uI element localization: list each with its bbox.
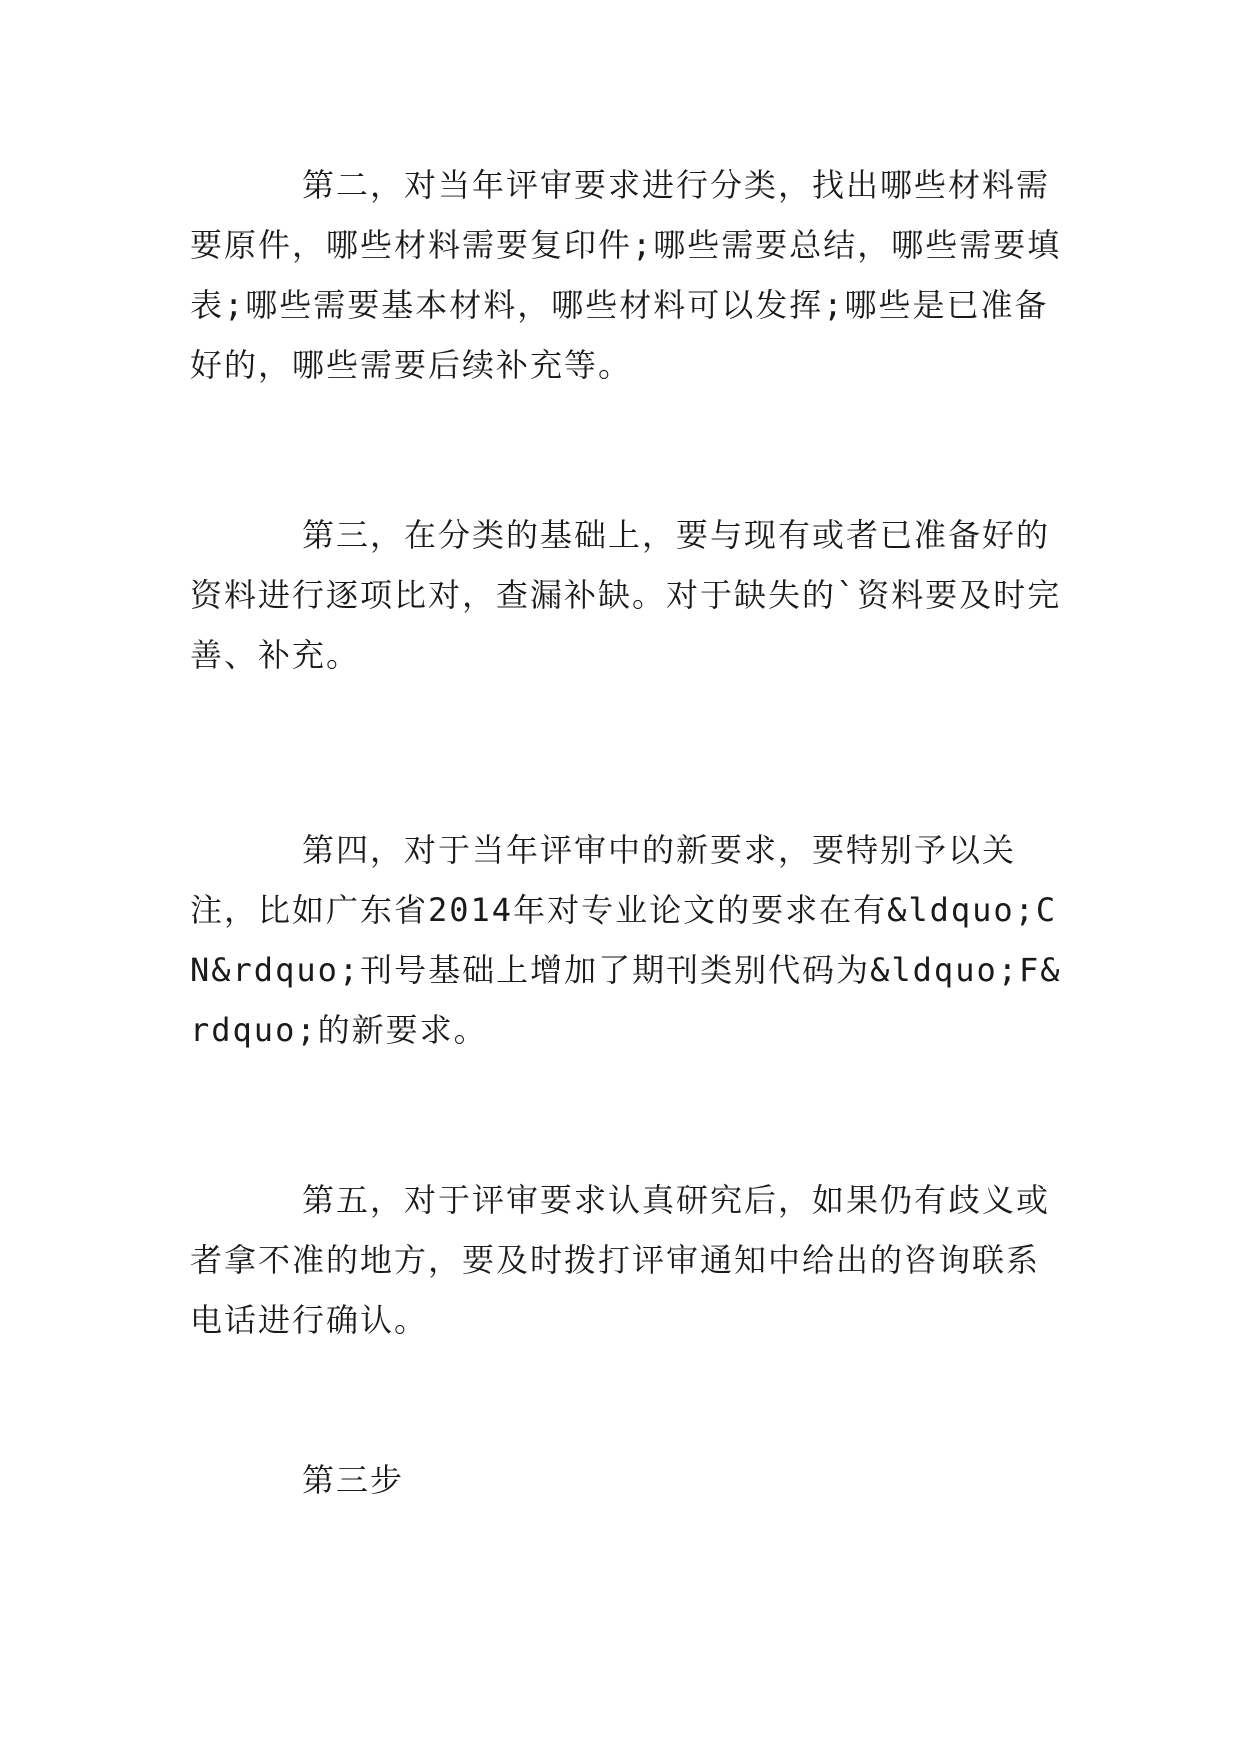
paragraph-step-4-new-requirements: 第四，对于当年评审中的新要求，要特别予以关注，比如广东省2014年对专业论文的要求在有&ldquo;CN&rdquo;刊号基础上增加了期刊类别代码为&ldquo;F&rdquo;的新要求。 bbox=[190, 831, 1062, 1049]
paragraph-step-2-classify: 第二，对当年评审要求进行分类，找出哪些材料需要原件，哪些材料需要复印件;哪些需要总结，哪些需要填表;哪些需要基本材料，哪些材料可以发挥;哪些是已准备好的，哪些需要后续补充等。 bbox=[190, 166, 1062, 384]
section-heading-step-three: 第三步 bbox=[302, 1461, 405, 1499]
paragraph-step-3-compare: 第三，在分类的基础上，要与现有或者已准备好的资料进行逐项比对，查漏补缺。对于缺失的`资料要及时完善、补充。 bbox=[190, 516, 1062, 674]
paragraph-step-5-confirm: 第五，对于评审要求认真研究后，如果仍有歧义或者拿不准的地方，要及时拨打评审通知中给出的咨询联系电话进行确认。 bbox=[190, 1181, 1051, 1339]
